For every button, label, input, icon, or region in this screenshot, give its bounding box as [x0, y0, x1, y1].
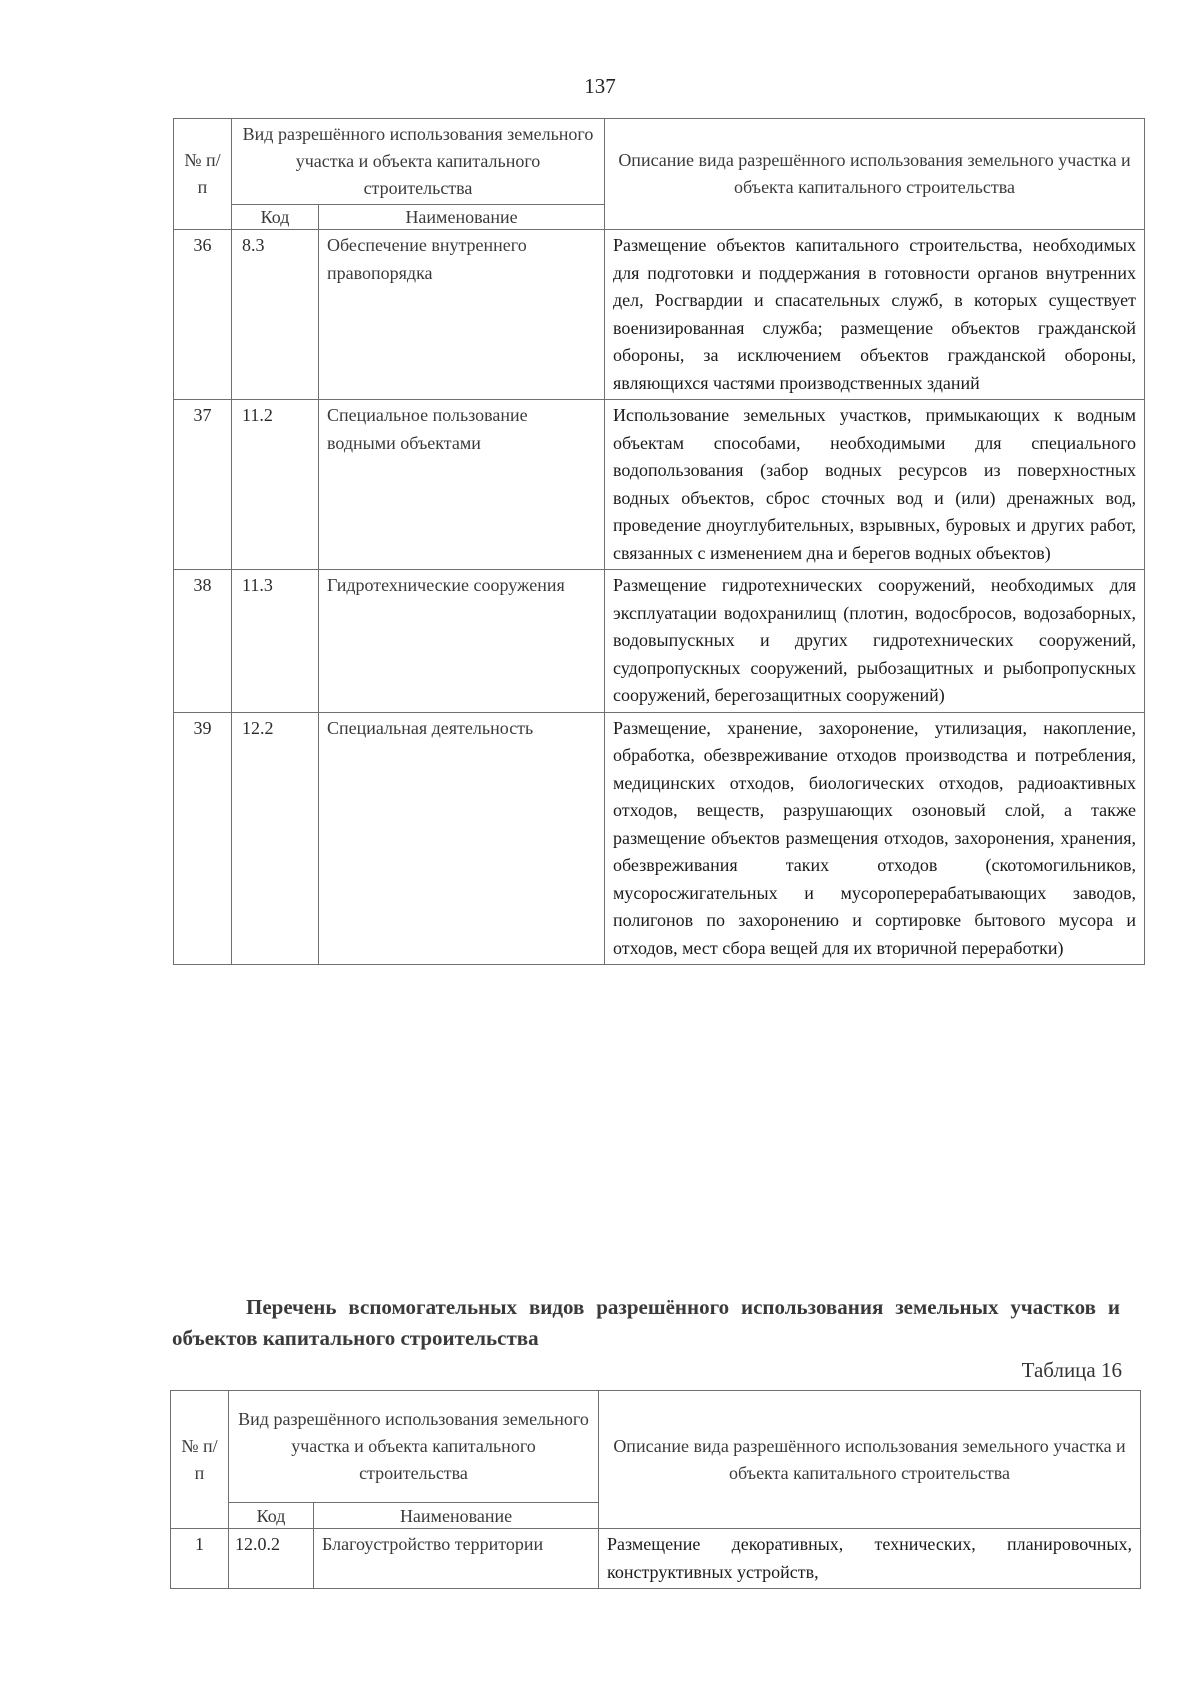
row-description: Размещение декоративных, технических, планировочных, конструктивных устройств, — [599, 1529, 1141, 1589]
row-num: 38 — [174, 570, 232, 713]
land-use-table — [173, 118, 1145, 965]
row-code: 11.2 — [232, 400, 319, 570]
row-num: 36 — [174, 230, 232, 400]
row-name: Специальное пользование водными объектами — [319, 400, 605, 570]
header-name: Наименование — [319, 205, 605, 230]
header-description: Описание вида разрешённого использования земельного участка и объекта капитального строительства — [605, 119, 1145, 230]
table-row — [174, 230, 1145, 400]
row-description: Размещение, хранение, захоронение, утилизация, накопление, обработка, обезвреживание отходов производства и потребления, медицинских отходов, биологических отходов, радиоактивных отходов, веществ, разрушающих озоновый слой, а также размещение объектов размещения отходов, захоронения, хранения, обезвреживания таких отходов (скотомогильников, мусоросжигательных и мусороперерабатывающих заводов, полигонов по захоронению и сортировке бытового мусора и отходов, мест сбора вещей для их вторичной переработки) — [605, 712, 1145, 965]
header-code: Код — [232, 205, 319, 230]
row-code: 12.2 — [232, 712, 319, 965]
row-description: Использование земельных участков, примыкающих к водным объектам способами, необходимыми для специального водопользования (забор водных ресурсов из поверхностных водных объектов, сброс сточных вод и (или) дренажных вод, проведение дноуглубительных, взрывных, буровых и других работ, связанных с изменением дна и берегов водных объектов) — [605, 400, 1145, 570]
header-name: Наименование — [314, 1503, 599, 1529]
row-code: 11.3 — [232, 570, 319, 713]
row-code: 12.0.2 — [229, 1529, 314, 1589]
header-num: № п/п — [171, 1391, 229, 1529]
row-name: Гидротехнические сооружения — [319, 570, 605, 713]
header-code: Код — [229, 1503, 314, 1529]
table-row — [171, 1529, 1141, 1589]
row-num: 1 — [171, 1529, 229, 1589]
header-type-group: Вид разрешённого использования земельного участка и объекта капитального строительства — [229, 1391, 599, 1503]
table-caption: Таблица 16 — [1021, 1358, 1122, 1382]
row-name: Специальная деятельность — [319, 712, 605, 965]
row-code: 8.3 — [232, 230, 319, 400]
row-name: Обеспечение внутреннего правопорядка — [319, 230, 605, 400]
auxiliary-land-use-table — [170, 1390, 1141, 1589]
header-description: Описание вида разрешённого использования земельного участка и объекта капитального строительства — [599, 1391, 1141, 1529]
table-row — [174, 712, 1145, 965]
row-num: 37 — [174, 400, 232, 570]
row-description: Размещение объектов капитального строительства, необходимых для подготовки и поддержания в готовности органов внутренних дел, Росгвардии и спасательных служб, в которых существует военизированная служба; размещение объектов гражданской обороны, за исключением объектов гражданской обороны, являющихся частями производственных зданий — [605, 230, 1145, 400]
row-name: Благоустройство территории — [314, 1529, 599, 1589]
table-row — [174, 570, 1145, 713]
table-row — [174, 400, 1145, 570]
section-title: Перечень вспомогательных видов разрешённого использования земельных участков и объектов капитального строительства — [172, 1295, 1120, 1350]
page-number: 137 — [584, 74, 616, 98]
row-description: Размещение гидротехнических сооружений, необходимых для эксплуатации водохранилищ (плотин, водосбросов, водозаборных, водовыпускных и других гидротехнических сооружений, судопропускных сооружений, рыбозащитных и рыбопропускных сооружений, берегозащитных сооружений) — [605, 570, 1145, 713]
row-num: 39 — [174, 712, 232, 965]
header-type-group: Вид разрешённого использования земельного участка и объекта капитального строительства — [232, 119, 605, 205]
header-num: № п/п — [174, 119, 232, 230]
